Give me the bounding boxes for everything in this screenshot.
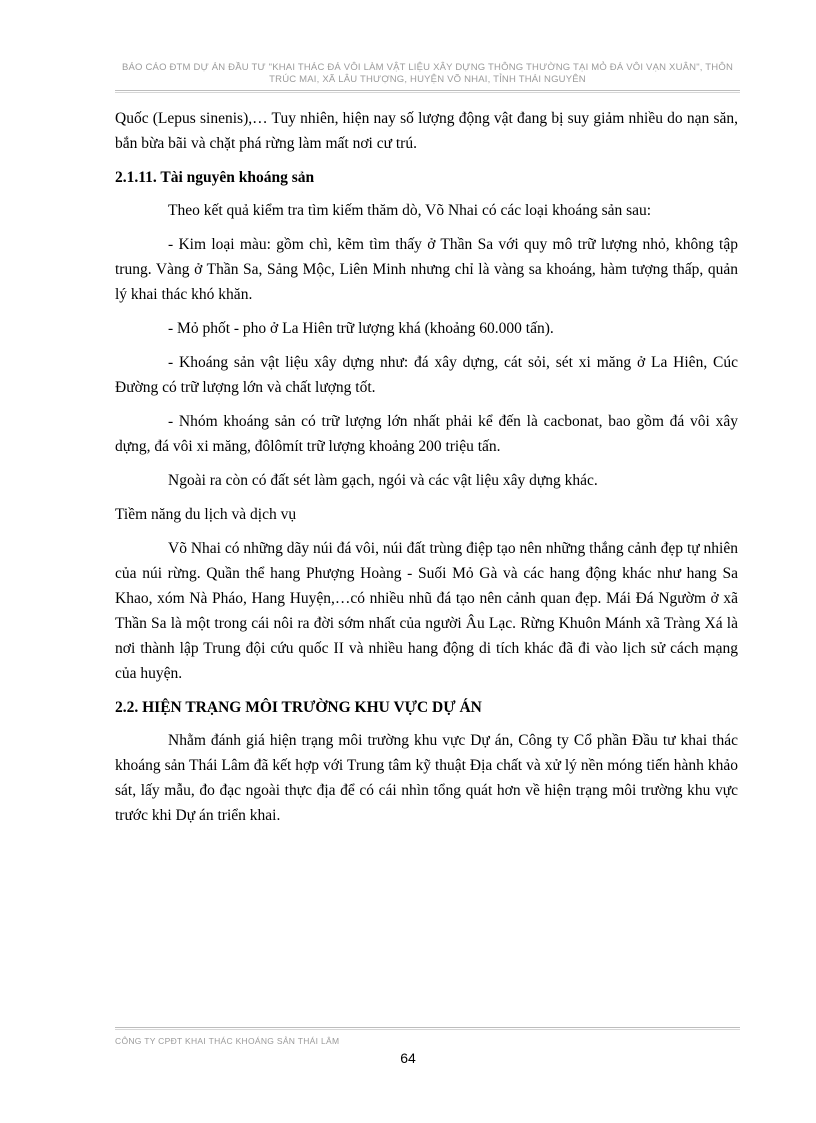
paragraph-tourism: Võ Nhai có những dãy núi đá vôi, núi đất trùng điệp tạo nên những thắng cảnh đẹp tự nhiên của núi rừng. Quần thể hang Phượng Hoàng - Suối Mỏ Gà và các hang động khác như hang Sa Khao, xóm Nà Pháo, Hang Huyện,…có nhiều nhũ đá tạo nên cảnh quan đẹp. Mái Đá Ngườm ở xã Thần Sa là một trong cái nôi ra đời sớm nhất của người Âu Lạc. Rừng Khuôn Mánh xã Tràng Xá là nơi thành lập Trung đội cứu quốc II và nhiều hang động di tích khác đã đi vào lịch sử cách mạng của huyện. bbox=[115, 540, 738, 682]
paragraph-minerals-intro: Theo kết quả kiểm tra tìm kiếm thăm dò, Võ Nhai có các loại khoáng sản sau: bbox=[168, 202, 652, 219]
subheading-tourism: Tiềm năng du lịch và dịch vụ bbox=[115, 506, 297, 523]
paragraph-carbonate: - Nhóm khoáng sản có trữ lượng lớn nhất phải kể đến là cacbonat, bao gồm đá vôi xây dựng, đá vôi xi măng, đôlômít trữ lượng khoảng 200 triệu tấn. bbox=[115, 413, 738, 455]
footer-divider bbox=[115, 1027, 740, 1030]
footer-company-name: CÔNG TY CPĐT KHAI THÁC KHOÁNG SẢN THÁI LÂM bbox=[115, 1036, 340, 1046]
page-number: 64 bbox=[400, 1050, 416, 1066]
paragraph-continuation: Quốc (Lepus sinenis),… Tuy nhiên, hiện nay số lượng động vật đang bị suy giảm nhiều do nạn săn, bắn bừa bãi và chặt phá rừng làm mất nơi cư trú. bbox=[115, 110, 738, 152]
paragraph-clay: Ngoài ra còn có đất sét làm gạch, ngói và các vật liệu xây dựng khác. bbox=[168, 472, 598, 489]
running-header: BÁO CÁO ĐTM DỰ ÁN ĐẦU TƯ "KHAI THÁC ĐÁ VÔI LÀM VẬT LIỆU XÂY DỰNG THÔNG THƯỜNG TẠI MỎ ĐÁ VÔI VẠN XUÂN", THÔN TRÚC MAI, XÃ LÂU THƯỢNG, HUYỆN VÕ NHAI, TỈNH THÁI NGUYÊN bbox=[121, 62, 734, 85]
section-heading-2-1-11: 2.1.11. Tài nguyên khoáng sản bbox=[115, 169, 315, 186]
page-body bbox=[115, 106, 738, 837]
paragraph-nonferrous-metals: - Kim loại màu: gồm chì, kẽm tìm thấy ở Thần Sa với quy mô trữ lượng nhỏ, không tập trung. Vàng ở Thần Sa, Sảng Mộc, Liên Minh nhưng chỉ là vàng sa khoáng, hàm tượng thấp, quản lý khai thác khó khăn. bbox=[115, 236, 738, 303]
paragraph-phosphate: - Mỏ phốt - pho ở La Hiên trữ lượng khá (khoảng 60.000 tấn). bbox=[168, 320, 554, 337]
section-heading-2-2: 2.2. HIỆN TRẠNG MÔI TRƯỜNG KHU VỰC DỰ ÁN bbox=[115, 699, 482, 716]
paragraph-construction-materials: - Khoáng sản vật liệu xây dựng như: đá xây dựng, cát sỏi, sét xi măng ở La Hiên, Cúc Đường có trữ lượng lớn và chất lượng tốt. bbox=[115, 354, 738, 396]
paragraph-environment: Nhằm đánh giá hiện trạng môi trường khu vực Dự án, Công ty Cổ phần Đầu tư khai thác khoáng sản Thái Lâm đã kết hợp với Trung tâm kỹ thuật Địa chất và xử lý nền móng tiến hành khảo sát, lấy mẫu, đo đạc ngoài thực địa để có cái nhìn tổng quát hơn về hiện trạng môi trường khu vực trước khi Dự án triển khai. bbox=[115, 732, 738, 824]
header-divider bbox=[115, 90, 740, 93]
